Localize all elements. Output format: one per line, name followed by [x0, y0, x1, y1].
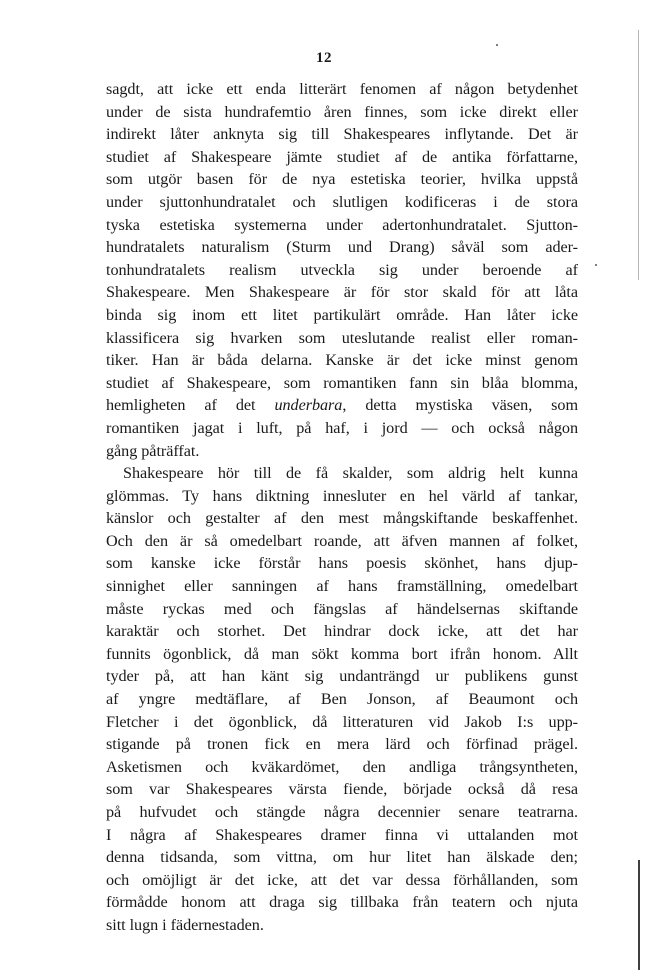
text-line: Och den är så omedelbart roande, att äfven mannen af folket, — [106, 531, 578, 550]
text-line: funnits ögonblick, då man sökt komma bort ifrån honom. Allt — [106, 644, 578, 663]
text-line: tyska estetiska systemerna under adertonhundratalet. Sjutton- — [106, 215, 578, 234]
text-line: och omöjligt är det icke, att det var dessa förhållanden, som — [106, 870, 578, 889]
text-line: som var Shakespeares värsta fiende, började också då resa — [106, 780, 578, 799]
text-line: studiet af Shakespeare, som romantiken fann sin blåa blomma, — [106, 373, 578, 392]
page-edge-line — [638, 30, 639, 280]
text-line: känslor och gestalter af den mest mångskiftande beskaffenhet. — [106, 509, 578, 528]
text-line: denna tidsanda, som vittna, om hur litet han älskade den; — [106, 848, 578, 867]
text-line: under de sista hundrafemtio åren finnes, som icke direkt eller — [106, 102, 578, 121]
text-line: Shakespeare. Men Shakespeare är för stor skald för att låta — [106, 283, 578, 302]
text-line: af yngre medtäflare, af Ben Jonson, af Beaumont och — [106, 690, 578, 709]
scan-dot — [496, 44, 498, 46]
paragraph-1 — [106, 78, 578, 462]
text-line: tyder på, att han känt sig undanträngd ur publikens gunst — [106, 667, 578, 686]
text-line: indirekt låter anknyta sig till Shakespeares inflytande. Det är — [106, 125, 578, 144]
text-line: hundratalets naturalism (Sturm und Drang) såväl som ader- — [106, 238, 578, 257]
text-line: studiet af Shakespeare jämte studiet af de antika författarne, — [106, 147, 578, 166]
text-line: Shakespeare hör till de få skalder, som aldrig helt kunna — [123, 464, 578, 483]
text-line: I några af Shakespeares dramer finna vi uttalanden mot — [106, 825, 578, 844]
text-line: tonhundratalets realism utveckla sig under beroende af — [106, 260, 578, 279]
text-line: karaktär och storhet. Det hindrar dock icke, att det har — [106, 622, 578, 641]
text-line: sitt lugn i fädernestaden. — [106, 915, 264, 934]
italic-word: underbara — [274, 396, 343, 415]
text-segment: , detta mystiska väsen, som — [342, 396, 578, 415]
text-line: glömmas. Ty hans diktning innesluter en hel värld af tankar, — [106, 486, 578, 505]
text-line: stigande på tronen fick en mera lärd och förfinad prägel. — [106, 735, 578, 754]
scan-dot — [595, 264, 597, 266]
page-edge-line — [638, 860, 640, 970]
text-line: måste ryckas med och fängslas af händelsernas skiftande — [106, 599, 578, 618]
text-line: som kanske icke förstår hans poesis skönhet, hans djup- — [106, 554, 578, 573]
text-line: förmådde honom att draga sig tillbaka från teatern och njuta — [106, 893, 578, 912]
text-line: Fletcher i det ögonblick, då litteraturen vid Jakob I:s upp- — [106, 712, 578, 731]
text-line: sinnighet eller sanningen af hans framställning, omedelbart — [106, 577, 578, 596]
body-text — [106, 78, 578, 937]
text-line: klassificera sig hvarken som uteslutande realist eller roman- — [106, 328, 578, 347]
page-number: 12 — [316, 50, 332, 66]
text-line: sagdt, att icke ett enda litterärt fenomen af någon betydenhet — [106, 80, 578, 98]
text-line-with-italic — [106, 394, 578, 417]
text-line: tiker. Han är båda delarna. Kanske är det icke minst genom — [106, 351, 578, 370]
paragraph-2 — [106, 462, 578, 936]
text-line: som utgör basen för de nya estetiska teorier, hvilka uppstå — [106, 170, 578, 189]
text-line: romantiken jagat i luft, på haf, i jord — och också någon — [106, 418, 578, 437]
text-line: på hufvudet och stängde några decennier senare teatrarna. — [106, 803, 578, 821]
text-line: under sjuttonhundratalet och slutligen kodificeras i de stora — [106, 192, 578, 211]
text-segment: hemligheten af det — [106, 396, 275, 415]
text-line: Asketismen och kväkardömet, den andliga trångsyntheten, — [106, 757, 578, 776]
text-line: binda sig inom ett litet partikulärt område. Han låter icke — [106, 305, 578, 324]
text-line: gång påträffat. — [106, 441, 200, 460]
